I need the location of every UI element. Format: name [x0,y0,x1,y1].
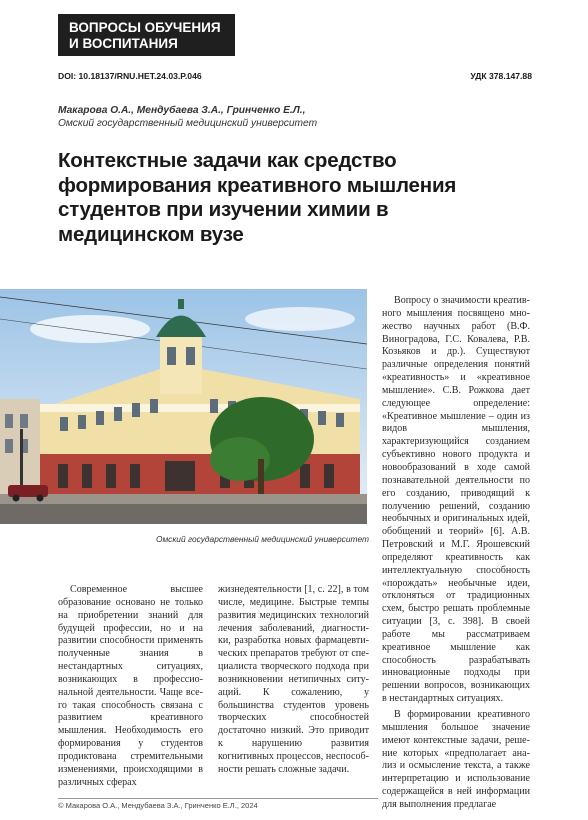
udk: УДК 378.147.88 [470,71,532,81]
rubric-line-2: И ВОСПИТАНИЯ [69,36,178,51]
paragraph: Вопросу о значимости креативного мышления посвящено множество научных работ (В.Ф. Виноградова, Г.С. Ковалева, Р.В. Козьяков и др.). Существуют различные определения понятий «креативность» и «креативное мышление». С.В. Рожкова дает следующее определение: «Креативное мышление – один из видов мышления, характеризующийся созданием субъективно нового продукта и новообразований в ходе самой познавательной деятельности по его созданию, приводящий к получению решений, созданию необычных и оригинальных идей, обобщений и теорий» [6]. А.В. Петровский и М.Г. Ярошевский определяют креативность как интеллектуальную способность «порождать» необычные идеи, отклоняться от традиционных схем, быстро решать проблемные ситуации [3, с. 398]. В своей работе мы рассматриваем креативное мышление как способность разрабатывать инновационные подходы при решении вопросов, возникающих в нестандартных ситуациях. [382,295,530,705]
authors-block [58,104,538,130]
building-illustration [0,289,367,524]
rubric-line-1: ВОПРОСЫ ОБУЧЕНИЯ [69,20,221,35]
paragraph: В формировании креативного мышления большое значение имеют контекстные задачи, решение которых «предполагает анализ и осмысление текста, а также интерпретацию и использование содержащейся в ней информации для выполнения предлагае [382,709,530,810]
article-title: Контекстные задачи как средство формирования креативного мышления студентов при изучении химии в медицинском вузе [58,149,457,246]
section-rubric [58,14,235,56]
text-column-2 [218,584,369,777]
doi-udk-line [58,71,532,81]
paragraph: жизнедеятельности [1, с. 22], в том числе, медицине. Быстрые темпы развития медицинских технологий лечения заболеваний, диагностики, разработка новых фармацевтических препаратов требуют от специалиста творческого подхода при возникновении нетипичных ситуаций. К сожалению, у большинства студентов уровень творческих способностей достаточно низкий. Это приводит к нарушению развития когнитивных процессов, неспособности решать сложные задачи. [218,584,369,775]
doi[interactable]: DOI: 10.18137/RNU.HET.24.03.P.046 [58,71,202,81]
text-column-3 [382,295,530,812]
paragraph: Современное высшее образование основано не только на приобретении знаний для будущей профессии, но и на развитии способности применять полученные знания в нестандартных ситуациях, возникающих в профессиональной деятельности. Чаще всего такая способность связана с развитием креативного мышления. Необходимость его формирования у студентов продиктована стремительными изменениями, происходящими в различных сферах [58,584,203,788]
author-names: Макарова О.А., Мендубаева З.А., Гринченко Е.Л., [58,105,306,116]
author-affiliation: Омский государственный медицинский университет [58,118,318,129]
photo-caption: Омский государственный медицинский университет [156,534,369,544]
text-column-1 [58,584,203,790]
copyright-notice: © Макарова О.А., Мендубаева З.А., Гринченко Е.Л., 2024 [58,798,378,810]
university-building-photo [0,289,367,524]
